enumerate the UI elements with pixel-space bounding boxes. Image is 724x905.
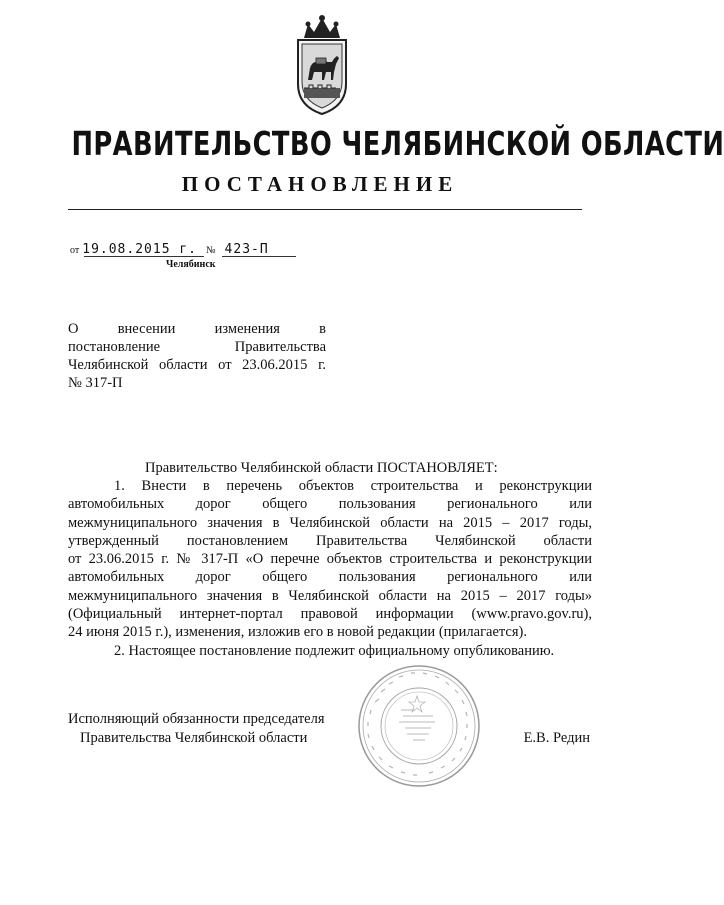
header-divider (68, 209, 582, 210)
position-line-1: Исполняющий обязанности председателя (68, 711, 325, 727)
subject-line: О внесении изменения в (68, 321, 326, 337)
subject-line: № 317-П (68, 375, 123, 391)
signatory-position (68, 710, 325, 748)
document-number: 423-П (224, 242, 269, 257)
date-label: от (70, 245, 80, 256)
city-name: Челябинск (166, 259, 216, 270)
subject-line: постановление Правительства (68, 339, 326, 355)
number-label: № (206, 245, 216, 256)
body-line: 2. Настоящее постановление подлежит официальному опубликованию. (114, 642, 555, 659)
body-line: межмуниципального значения в Челябинской области на 2015 – 2017 годы» (68, 587, 592, 604)
body-line: (Официальный интернет-портал правовой информации (www.pravo.gov.ru), (68, 606, 592, 623)
body-line: 1. Внести в перечень объектов строительства и реконструкции (114, 478, 592, 494)
number-underline (222, 256, 296, 257)
document-date: 19.08.2015 г. (82, 242, 197, 257)
body-line: от 23.06.2015 г. № 317-П «О перечне объектов строительства и реконструкции (68, 551, 592, 568)
subject-line: Челябинской области от 23.06.2015 г. (68, 357, 326, 373)
document-subject (68, 320, 326, 392)
date-underline (84, 256, 204, 257)
body-line: утвержденный постановлением Правительства Челябинской области (68, 532, 592, 549)
body-line: автомобильных дорог общего пользования регионального или (68, 496, 592, 513)
official-seal-stamp-icon (355, 662, 483, 790)
body-line: автомобильных дорог общего пользования регионального или (68, 569, 592, 586)
body-line: межмуниципального значения в Челябинской области на 2015 – 2017 годы, (68, 514, 592, 531)
body-line: 24 июня 2015 г.), изменения, изложив его в новой редакции (прилагается). (68, 624, 527, 641)
position-line-2: Правительства Челябинской области (80, 730, 308, 746)
resolution-body (68, 477, 592, 660)
signatory-name: Е.В. Редин (523, 730, 590, 746)
document-type: ПОСТАНОВЛЕНИЕ (181, 172, 459, 196)
date-number-row (70, 242, 269, 258)
chelyabinsk-coat-of-arms-icon (290, 14, 354, 116)
government-title: ПРАВИТЕЛЬСТВО ЧЕЛЯБИНСКОЙ ОБЛАСТИ (71, 124, 724, 163)
preamble: Правительство Челябинской области ПОСТАНОВЛЯЕТ: (145, 460, 498, 476)
